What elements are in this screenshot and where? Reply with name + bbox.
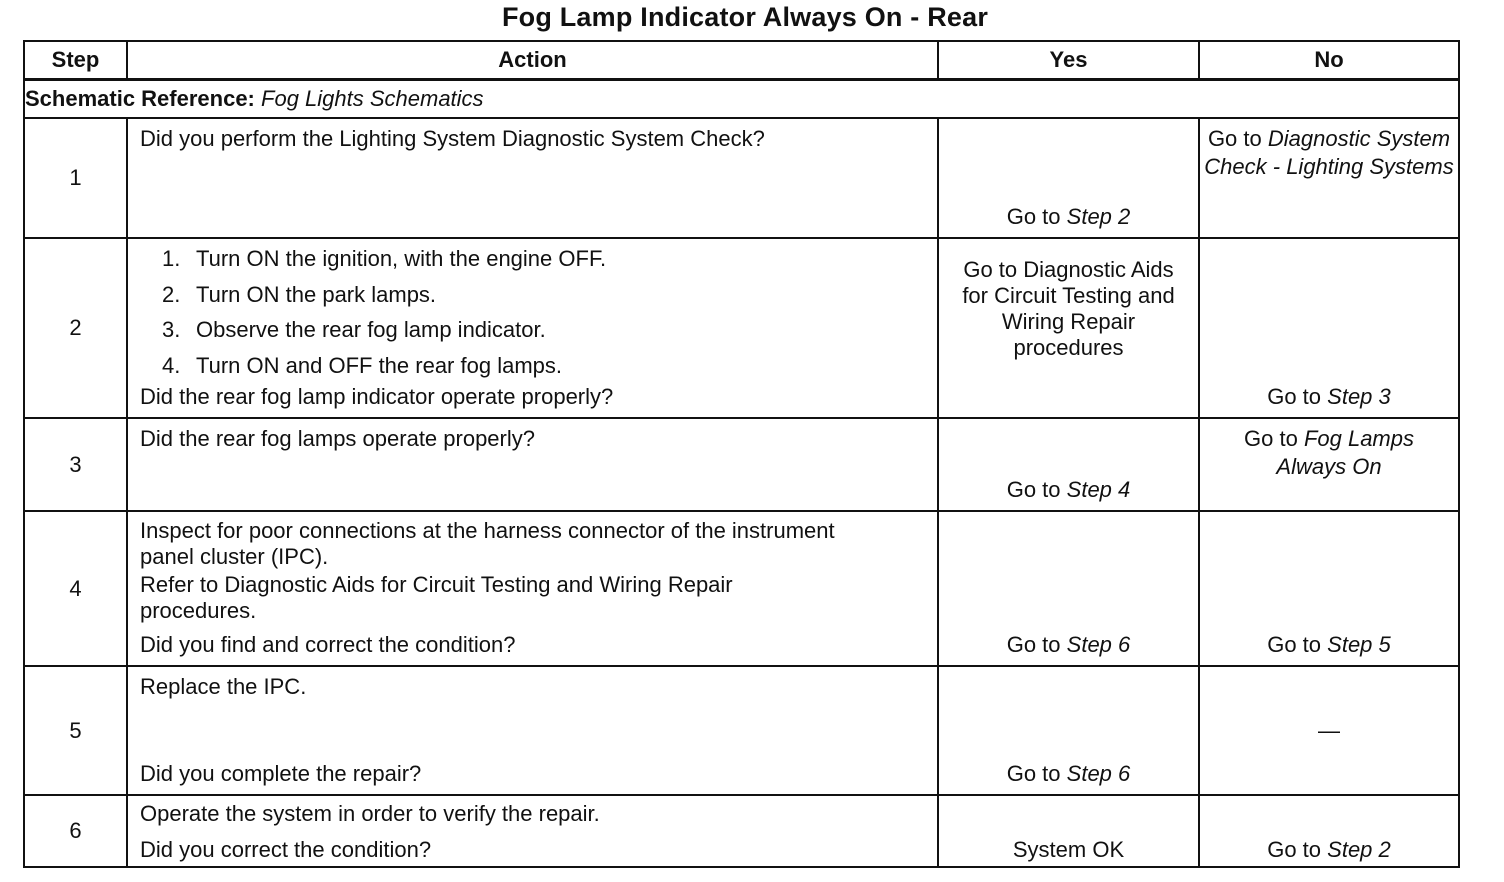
list-item: 3. Observe the rear fog lamp indicator. <box>162 317 546 342</box>
yes-goto[interactable]: Go to Step 6 <box>1006 761 1131 786</box>
diagnostic-table <box>23 40 1460 868</box>
page-title: Fog Lamp Indicator Always On - Rear <box>501 2 989 32</box>
step-link[interactable]: Step 2 <box>1066 204 1131 229</box>
step-link[interactable]: Step 6 <box>1066 761 1131 786</box>
yes-cell <box>938 795 1199 867</box>
step-link[interactable]: Step 3 <box>1327 384 1391 409</box>
list-item: 4. Turn ON and OFF the rear fog lamps. <box>162 352 562 378</box>
table-row <box>24 118 1459 238</box>
yes-goto[interactable]: Go to Step 6 <box>1006 632 1131 657</box>
step-link[interactable]: Step 4 <box>1066 477 1131 502</box>
yes-result: System OK <box>1012 837 1125 862</box>
schematic-label: Schematic Reference: <box>25 86 255 111</box>
action-question: Did you complete the repair? <box>140 761 422 786</box>
action-question: Did the rear fog lamp indicator operate properly? <box>140 384 614 409</box>
action-question: Did you correct the condition? <box>140 837 432 862</box>
action-text: Operate the system in order to verify the repair. <box>140 801 600 826</box>
procedure-list <box>140 241 929 383</box>
no-goto[interactable]: Go to Fog Lamps Always On <box>1244 426 1414 479</box>
yes-cell <box>938 418 1199 511</box>
reference-link[interactable]: Fog Lamps Always On <box>1276 426 1414 479</box>
no-cell <box>1199 511 1459 666</box>
inspect-text: Inspect for poor connections at the harness connector of the instrument panel cluster (IPC). <box>140 518 835 569</box>
no-goto[interactable]: Go to Step 5 <box>1267 632 1391 657</box>
no-cell <box>1199 118 1459 238</box>
table-row <box>24 418 1459 511</box>
action-cell <box>127 118 938 238</box>
action-cell <box>127 238 938 418</box>
reference-link[interactable]: Diagnostic System Check - Lighting Systems <box>1204 126 1454 179</box>
schematic-link[interactable]: Fog Lights Schematics <box>261 86 484 111</box>
no-cell <box>1199 666 1459 795</box>
header-action: Action <box>127 41 938 80</box>
yes-cell <box>938 238 1199 418</box>
action-text <box>140 518 837 624</box>
action-cell <box>127 511 938 666</box>
table-row <box>24 238 1459 418</box>
table-row <box>24 666 1459 795</box>
list-item: 1. Turn ON the ignition, with the engine OFF. <box>162 246 607 271</box>
action-cell <box>127 418 938 511</box>
action-text: Did the rear fog lamps operate properly? <box>140 426 535 451</box>
no-cell <box>1199 238 1459 418</box>
header-no: No <box>1199 41 1459 80</box>
step-number: 6 <box>24 795 127 867</box>
schematic-row <box>24 80 1459 119</box>
table-row <box>24 511 1459 666</box>
step-number: 4 <box>24 511 127 666</box>
table-row <box>24 795 1459 867</box>
yes-goto[interactable]: Go to Step 4 <box>1006 477 1131 502</box>
action-cell <box>127 666 938 795</box>
step-link[interactable]: Step 2 <box>1327 837 1391 862</box>
step-number: 2 <box>24 238 127 418</box>
schematic-reference <box>24 80 1459 119</box>
list-item: 2. Turn ON the park lamps. <box>162 281 437 307</box>
yes-goto[interactable]: Go to Diagnostic Aids for Circuit Testing and Wiring Repair procedures <box>962 257 1175 360</box>
action-question: Did you find and correct the condition? <box>140 632 516 657</box>
header-step: Step <box>24 41 127 80</box>
action-text: Did you perform the Lighting System Diagnostic System Check? <box>140 126 765 151</box>
step-link[interactable]: Step 5 <box>1327 632 1391 657</box>
step-number: 1 <box>24 118 127 238</box>
no-goto[interactable]: Go to Step 3 <box>1267 384 1391 409</box>
yes-cell <box>938 118 1199 238</box>
refer-text: Refer to Diagnostic Aids for Circuit Testing and Wiring Repair procedures. <box>140 572 733 623</box>
yes-goto[interactable]: Go to Step 2 <box>1006 204 1131 229</box>
no-cell <box>1199 795 1459 867</box>
yes-cell <box>938 666 1199 795</box>
header-yes: Yes <box>938 41 1199 80</box>
table-header <box>24 41 1459 80</box>
no-goto[interactable]: Go to Diagnostic System Check - Lighting Systems <box>1204 126 1454 179</box>
action-steps <box>140 241 929 383</box>
action-text: Replace the IPC. <box>140 674 307 699</box>
no-goto[interactable]: Go to Step 2 <box>1267 837 1391 862</box>
action-cell <box>127 795 938 867</box>
no-result: — <box>1318 717 1340 743</box>
step-number: 5 <box>24 666 127 795</box>
step-link[interactable]: Step 6 <box>1066 632 1131 657</box>
yes-cell <box>938 511 1199 666</box>
no-cell <box>1199 418 1459 511</box>
step-number: 3 <box>24 418 127 511</box>
